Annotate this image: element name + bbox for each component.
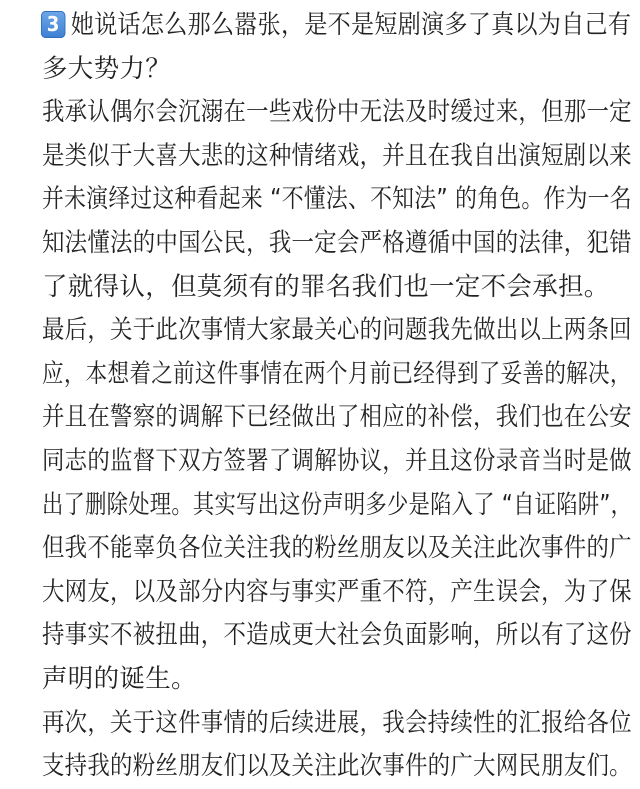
paragraph-2 xyxy=(42,309,633,701)
paragraph-line: 并未演绎过这种看起来 “不懂法、不知法” 的角色。作为一名 xyxy=(42,184,632,215)
paragraph-line: 大网友，以及部分内容与事实严重不符，产生误会，为了保 xyxy=(42,576,632,607)
paragraph-line: 声明的诞生。 xyxy=(42,663,197,694)
paragraph-1 xyxy=(42,91,632,309)
header-line-1 xyxy=(41,4,632,48)
paragraph-line: 持事实不被扭曲，不造成更大社会负面影响，所以有了这份 xyxy=(42,620,632,651)
paragraph-line: 我承认偶尔会沉溺在一些戏份中无法及时缓过来，但那一定 xyxy=(42,97,632,128)
header-line-2: 多大势力？ xyxy=(42,53,172,84)
paragraph-line: 最后，关于此次事情大家最关心的问题我先做出以上两条回 xyxy=(42,315,632,346)
header-line-1-text: 她说话怎么那么嚣张，是不是短剧演多了真以为自己有 xyxy=(70,10,632,40)
paragraph-line: 应，本想着之前这件事情在两个月前已经得到了妥善的解决， xyxy=(42,358,632,389)
paragraph-line: 支持我的粉丝朋友们以及关注此次事件的广大网民朋友们。 xyxy=(42,751,632,782)
header-question xyxy=(42,4,632,91)
paragraph-line: 知法懂法的中国公民，我一定会严格遵循中国的法律，犯错 xyxy=(42,227,632,258)
paragraph-line: 出了删除处理。其实写出这份声明多少是陷入了 “自证陷阱”， xyxy=(42,489,633,520)
paragraph-line: 了就得认，但莫须有的罪名我们也一定不会承担。 xyxy=(42,271,610,302)
number-badge-icon: 3 xyxy=(41,11,65,38)
paragraph-line: 并且在警察的调解下已经做出了相应的补偿，我们也在公安 xyxy=(42,402,632,433)
paragraph-line: 再次，关于这件事情的后续进展，我会持续性的汇报给各位 xyxy=(42,707,632,738)
paragraph-line: 但我不能辜负各位关注我的粉丝朋友以及关注此次事件的广 xyxy=(42,533,632,564)
paragraph-3 xyxy=(42,702,632,789)
paragraph-line: 同志的监督下双方签署了调解协议，并且这份录音当时是做 xyxy=(42,445,632,476)
paragraph-line: 是类似于大喜大悲的这种情绪戏，并且在我自出演短剧以来 xyxy=(42,140,632,171)
